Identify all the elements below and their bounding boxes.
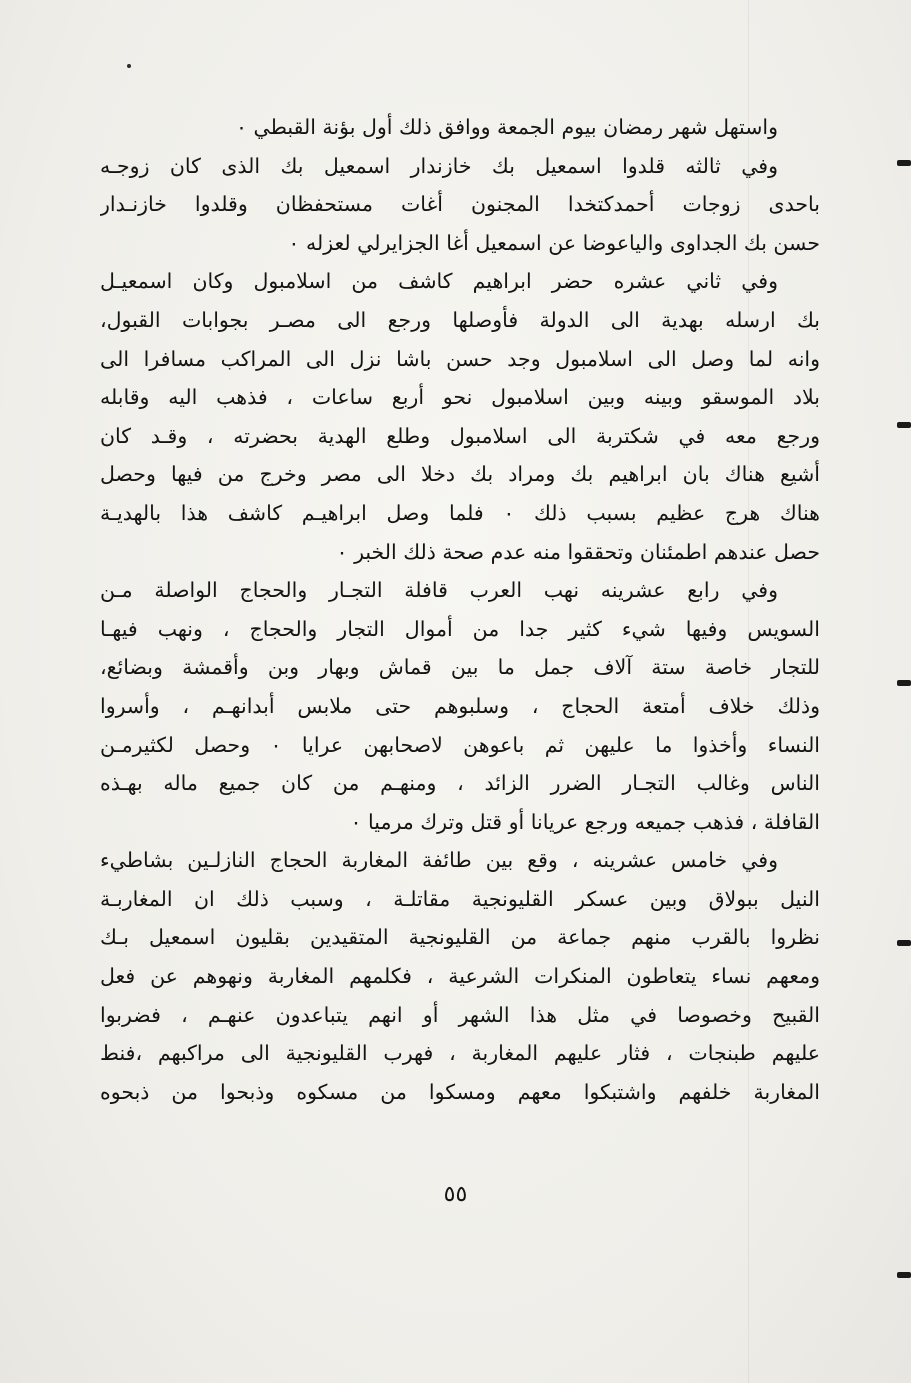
text-line: ومعهم نساء يتعاطون المنكرات الشرعية ، فكلمهم المغاربة ونهوهم عن فعل: [100, 964, 820, 989]
text-line: وفي ثاني عشره حضر ابراهيم كاشف من اسلامبول وكان اسمعيـل: [100, 269, 778, 294]
text-line: النيل ببولاق وبين عسكر القليونجية مقاتلـة ، وسبب ذلك ان المغاربـة: [100, 886, 820, 911]
text-line: وفي رابع عشرينه نهب العرب قافلة التجـار والحجاج الواصلة مـن: [100, 578, 778, 603]
text-line: الناس وغالب التجـار الضرر الزائد ، ومنهـم من كان جميع ماله بهـذه: [100, 771, 820, 796]
text-line: وفي خامس عشرينه ، وقع بين طائفة المغاربة الحجاج النازلـين بشاطيء: [100, 848, 778, 873]
text-line: للتجار خاصة ستة آلاف جمل ما بين قماش وبهار وبن وأقمشة وبضائع،: [100, 655, 820, 680]
text-line: المغاربة خلفهم واشتبكوا معهم ومسكوا من مسكوه وذبحوا من ذبحوه: [100, 1079, 820, 1104]
text-line: وفي ثالثه قلدوا اسمعيل بك خازندار اسمعيل بك الذى كان زوجـه: [100, 153, 778, 178]
text-line: ورجع معه في شكتربة الى اسلامبول وطلع الهدية بحضرته ، وقـد كان: [100, 423, 820, 448]
text-line: حصل عندهم اطمئنان وتحققوا منه عدم صحة ذلك الخبر ٠: [336, 539, 820, 564]
text-line: بك ارسله بهدية الى الدولة فأوصلها ورجع الى مصـر بجوابات القبول،: [100, 307, 820, 332]
text-line: السويس وفيها شيء كثير جدا من أموال التجار والحجاج ، ونهب فيهـا: [100, 616, 820, 641]
text-line: واستهل شهر رمضان بيوم الجمعة ووافق ذلك أول بؤنة القبطي ٠: [235, 115, 778, 139]
scan-speck: [127, 64, 131, 68]
text-line: القبيح وخصوصا في مثل هذا الشهر أو انهم يتباعدون عنهـم ، فضربوا: [100, 1002, 820, 1027]
text-line: النساء وأخذوا ما عليهن ثم باعوهن لاصحابهن عرايا ٠ وحصل لكثيرمـن: [100, 732, 820, 757]
body-text: [100, 108, 820, 1111]
text-line: القافلة ، فذهب جميعه ورجع عريانا أو قتل وترك مرميا ٠: [350, 809, 820, 834]
text-line: أشيع هناك بان ابراهيم بك ومراد بك دخلا الى مصر وخرج من فيها وحصل: [100, 462, 820, 487]
margin-mark: [897, 160, 911, 166]
text-line: وذلك خلاف أمتعة الحجاج ، وسلبوهم حتى ملابس أبدانهـم ، وأسروا: [100, 693, 820, 718]
text-line: هناك هرج عظيم بسبب ذلك ٠ فلما وصل ابراهيـم كاشف هذا بالهديـة: [100, 500, 820, 525]
text-line: وانه لما وصل الى اسلامبول وجد حسن باشا نزل الى المراكب مسافرا الى: [100, 346, 820, 371]
text-line: باحدى زوجات أحمدكتخدا المجنون أغات مستحفظان وقلدوا خازنـدار: [100, 192, 820, 217]
margin-mark: [897, 940, 911, 946]
text-line: حسن بك الجداوى والياعوضا عن اسمعيل أغا الجزايرلي لعزله ٠: [288, 230, 820, 255]
margin-mark: [897, 422, 911, 428]
text-line: عليهم طبنجات ، فثار عليهم المغاربة ، فهرب القليونجية الى مراكبهم ،فنط: [100, 1041, 820, 1066]
margin-mark: [897, 680, 911, 686]
page-number: ٥٥: [443, 1182, 468, 1207]
text-line: نظروا بالقرب منهم جماعة من القليونجية المتقيدين بقليون اسمعيل بـك: [100, 925, 820, 950]
text-line: بلاد الموسقو وبينه وبين اسلامبول نحو أربع ساعات ، فذهب اليه وقابله: [100, 385, 820, 410]
margin-mark: [897, 1272, 911, 1278]
